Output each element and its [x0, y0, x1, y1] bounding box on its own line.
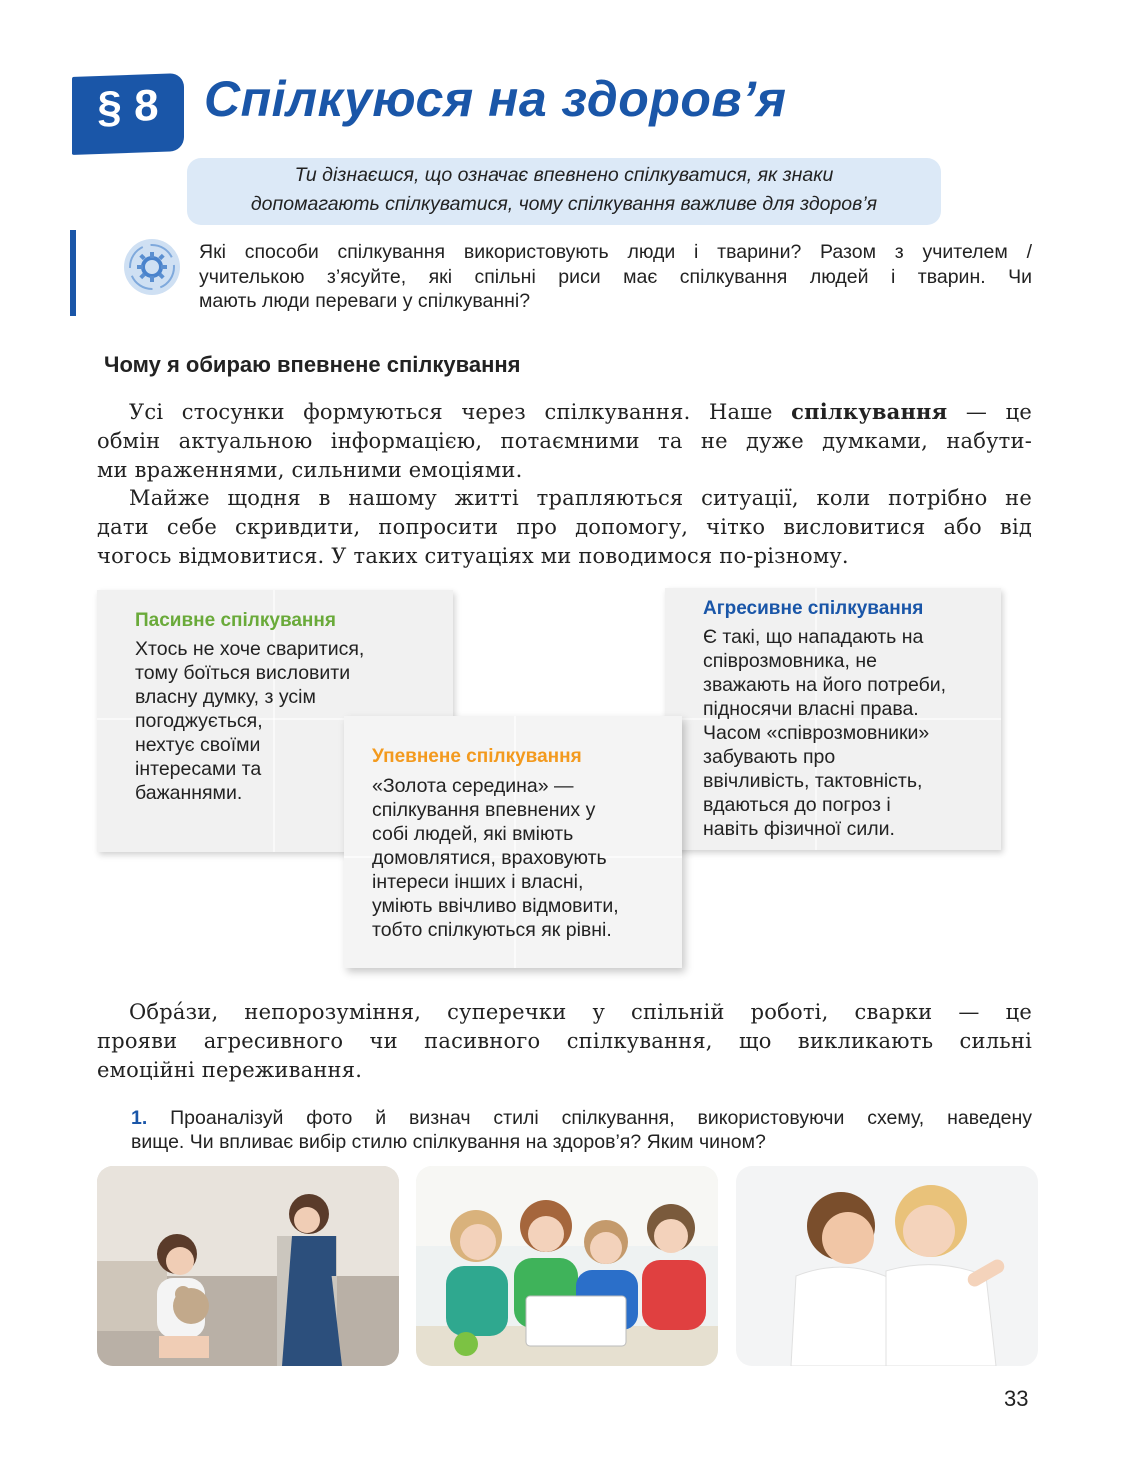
paragraph-line: Майже щодня в нашому житті трапляються ситуації, коли потрібно не [129, 486, 1032, 510]
paragraph-2 [97, 484, 1032, 571]
page-number: 33 [1004, 1386, 1029, 1411]
section-badge: § 8 [72, 73, 184, 155]
photo-kids-tablet [416, 1166, 718, 1366]
photo-girls-passive [97, 1166, 399, 1366]
note-assertive [344, 716, 682, 968]
paragraph-line: Обра́зи, непорозуміння, суперечки у спільній роботі, сварки — це [129, 1000, 1032, 1024]
question-line: мають люди переваги у спілкуванні? [199, 290, 531, 312]
note-title: Агресивне спілкування [703, 598, 924, 619]
question-line: Які способи спілкування використовують люди і тварини? Разом з учителем / [199, 241, 1032, 263]
question-line: учителькою з’ясуйте, які спільні риси має спілкування людей і тварин. Чи [199, 265, 1032, 288]
term-bold: спілкування [791, 399, 948, 424]
task-1 [131, 1106, 1032, 1154]
note-title: Пасивне спілкування [135, 610, 336, 631]
paragraph-line: Усі стосунки формуються через спілкування. Наше спілкування — це [129, 399, 1032, 424]
paragraph-line: чогось відмовитися. У таких ситуаціях ми поводимося по-різному. [97, 544, 849, 568]
paragraph-1 [97, 397, 1032, 485]
note-aggressive [665, 588, 1001, 850]
paragraph-line: емоційні переживання. [97, 1058, 363, 1082]
paragraph-line: обмін актуальною інформацією, потаємними та не дуже думками, набути- [97, 429, 1032, 453]
paragraph-line: прояви агресивного чи пасивного спілкування, що викликають сильні [97, 1029, 1032, 1053]
task-number: 1. [131, 1107, 148, 1129]
note-text: Є такі, що нападають на співрозмовника, не зважають на його потреби, підносячи власні права. Часом «співрозмовники» забувають про ввічливість, тактовність, вдаються до погроз і навіть фізичної сили. [703, 626, 947, 840]
paragraph-3 [97, 998, 1032, 1085]
task-text: вище. Чи впливає вибір стилю спілкування на здоров’я? Яким чином? [131, 1131, 766, 1153]
photo-boys-fighting [736, 1166, 1038, 1366]
intro-line: допомагають спілкуватися, чому спілкування важливе для здоров’я [250, 193, 878, 215]
gear-icon [124, 239, 180, 295]
paragraph-line: дати себе скривдити, попросити про допомогу, чітко висловитися або від [97, 515, 1032, 539]
note-title: Упевнене спілкування [372, 746, 582, 767]
section-badge-tail [72, 128, 78, 154]
paragraph-line: ми враженнями, сильними емоціями. [97, 458, 523, 482]
intro-line: Ти дізнаєшся, що означає впевнено спілкуватися, як знаки [294, 164, 834, 186]
note-text: Хтось не хоче сваритися, тому боїться висловити власну думку, з усім погоджується, нехтує своїми інтересами та бажаннями. [135, 638, 365, 804]
page-title: Спілкуюся на здоров’я [204, 71, 787, 127]
section-heading: Чому я обираю впевнене спілкування [104, 352, 521, 377]
task-text: Проаналізуй фото й визнач стилі спілкування, використовуючи схему, наведену [147, 1107, 1032, 1129]
intro-question [199, 240, 1032, 314]
intro-box [187, 158, 941, 225]
note-text: «Золота середина» — спілкування впевнених у собі людей, які вміють домовлятися, враховують інтереси інших і власні, уміють ввічливо відмовити, тобто спілкуються як рівні. [372, 775, 619, 941]
question-side-bar [70, 230, 76, 316]
